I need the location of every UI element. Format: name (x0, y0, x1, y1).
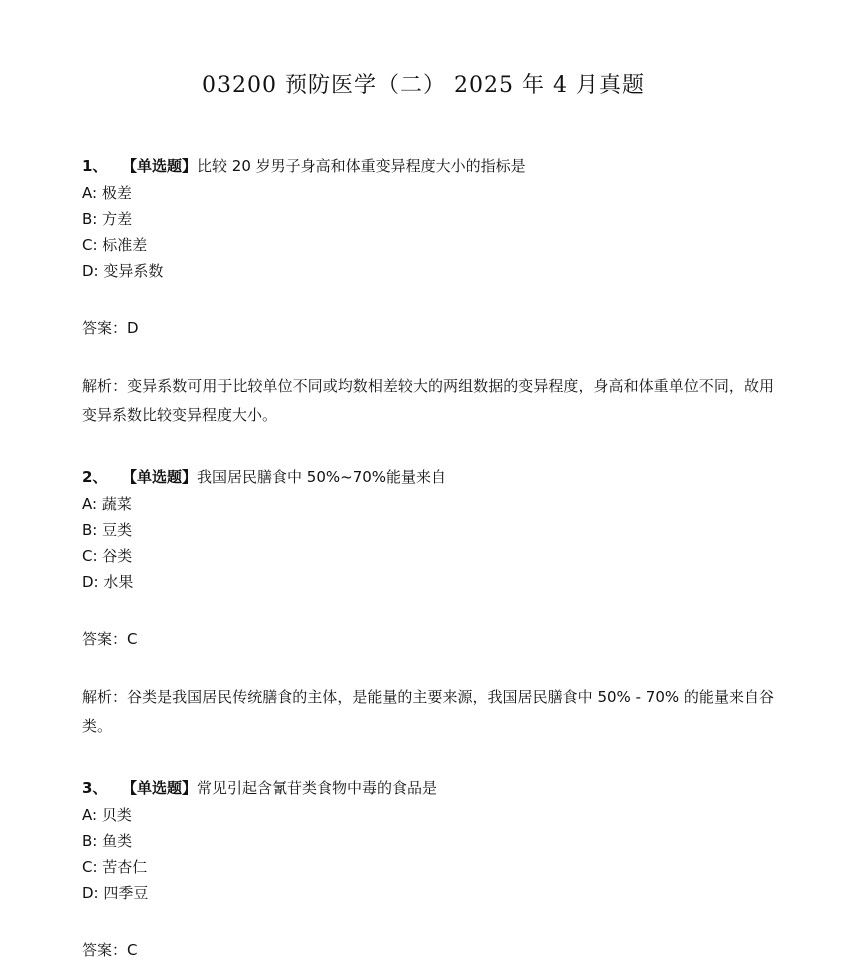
answer-2: 答案：C (82, 630, 138, 648)
question-1 (82, 154, 782, 284)
option-c: C: 苦杏仁 (82, 858, 148, 876)
question-number: 3、 (82, 779, 108, 797)
option-d: D: 四季豆 (82, 884, 149, 902)
answer-1: 答案：D (82, 319, 139, 337)
option-d: D: 水果 (82, 573, 134, 591)
option-c: C: 标准差 (82, 236, 148, 254)
question-header (82, 776, 782, 802)
question-stem: 比较 20 岁男子身高和体重变异程度大小的指标是 (197, 157, 526, 175)
option-d: D: 变异系数 (82, 262, 164, 280)
option-b: B: 鱼类 (82, 832, 133, 850)
answer-3: 答案：C (82, 941, 138, 959)
option-a: A: 蔬菜 (82, 495, 132, 513)
analysis-2: 解析：谷类是我国居民传统膳食的主体，是能量的主要来源，我国居民膳食中 50% - 70% 的能量来自谷类。 (82, 688, 774, 735)
question-number: 1、 (82, 157, 108, 175)
question-type: 【单选题】 (122, 779, 198, 797)
analysis-1: 解析：变异系数可用于比较单位不同或均数相差较大的两组数据的变异程度，身高和体重单位不同，故用变异系数比较变异程度大小。 (82, 377, 774, 424)
question-header (82, 465, 782, 491)
option-a: A: 贝类 (82, 806, 132, 824)
question-3 (82, 776, 782, 906)
page-title: 03200 预防医学（二） 2025 年 4 月真题 (202, 73, 645, 98)
question-2 (82, 465, 782, 595)
question-type: 【单选题】 (122, 468, 198, 486)
option-b: B: 豆类 (82, 521, 133, 539)
question-header (82, 154, 782, 180)
question-type: 【单选题】 (122, 157, 198, 175)
option-c: C: 谷类 (82, 547, 133, 565)
option-b: B: 方差 (82, 210, 133, 228)
question-stem: 常见引起含氰苷类食物中毒的食品是 (197, 779, 438, 797)
question-stem: 我国居民膳食中 50%~70%能量来自 (197, 468, 447, 486)
question-number: 2、 (82, 468, 108, 486)
option-a: A: 极差 (82, 184, 132, 202)
